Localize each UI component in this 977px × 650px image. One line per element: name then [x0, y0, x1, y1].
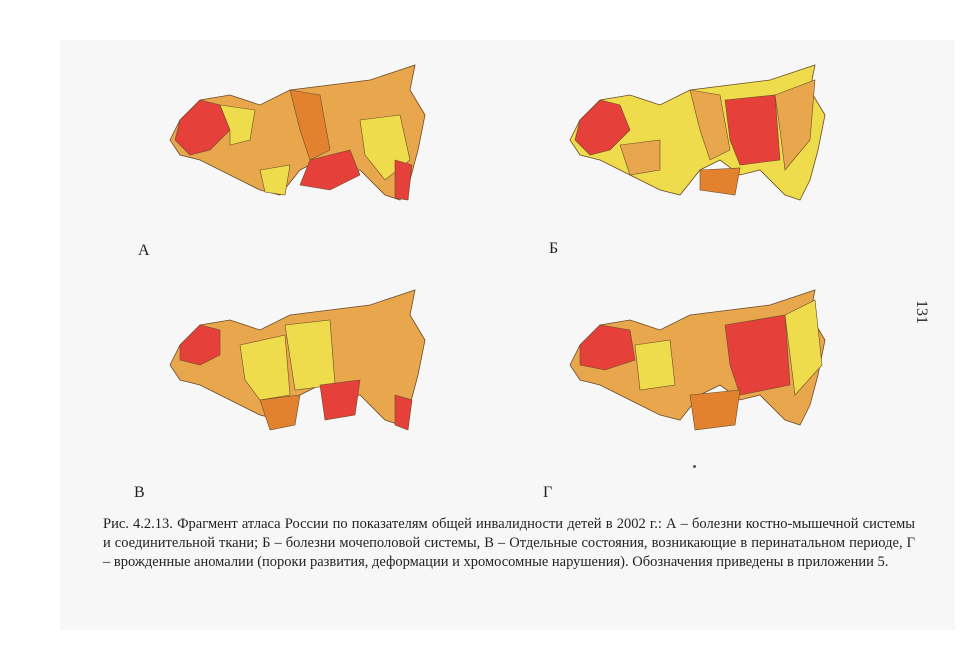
map-c: [160, 285, 460, 445]
map-d: [560, 285, 860, 445]
panel-label-c: В: [134, 484, 145, 501]
panel-label-a: А: [138, 242, 150, 259]
russia-map-a: [160, 60, 460, 220]
russia-map-d: [560, 285, 860, 445]
page-number: 131: [913, 300, 930, 324]
russia-map-b: [560, 60, 860, 220]
figure-caption: Рис. 4.2.13. Фрагмент атласа России по показателям общей инвалидности детей в 2002 г.: А – болезни костно-мышечной системы и соединительной ткани; Б – болезни мочеполовой системы, В – Отдельные состояния, возникающие в перинатальном периоде, Г – врожденные аномалии (пороки развития, деформации и хромосомные нарушения). Обозначения приведены в приложении 5.: [103, 516, 915, 570]
panel-label-d: Г: [543, 484, 553, 501]
stray-dot: [693, 465, 696, 468]
russia-map-c: [160, 285, 460, 445]
panel-label-b: Б: [549, 240, 559, 257]
map-a: [160, 60, 460, 220]
map-b: [560, 60, 860, 220]
